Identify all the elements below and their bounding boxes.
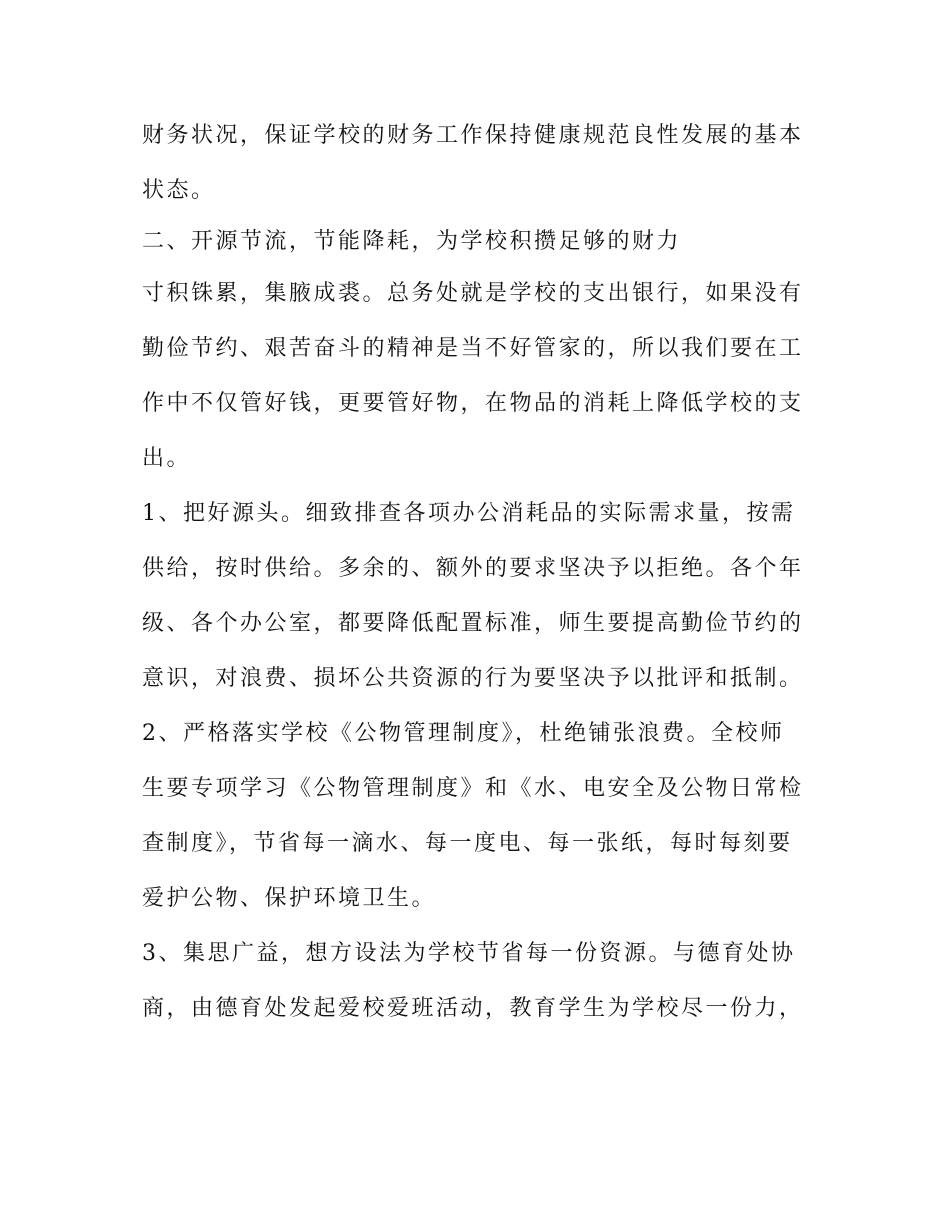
text-line: 财务状况，保证学校的财务工作保持健康规范良性发展的基本 (142, 123, 804, 148)
text-line: 作中不仅管好钱，更要管好物，在物品的消耗上降低学校的支 (142, 391, 804, 416)
text-line: 出。 (142, 446, 192, 471)
text-line: 勤俭节约、艰苦奋斗的精神是当不好管家的，所以我们要在工 (142, 336, 804, 361)
document-body (142, 108, 812, 1036)
text-line: 3、集思广益，想方设法为学校节省每一份资源。与德育处协 (142, 941, 796, 966)
text-line: 查制度》，节省每一滴水、每一度电、每一张纸，每时每刻要 (142, 831, 793, 856)
text-line: 爱护公物、保护环境卫生。 (142, 886, 437, 911)
text-line: 寸积铢累，集腋成裘。总务处就是学校的支出银行，如果没有 (142, 281, 804, 306)
text-line: 生要专项学习《公物管理制度》和《水、电安全及公物日常检 (142, 776, 804, 801)
text-line: 商，由德育处发起爱校爱班活动，教育学生为学校尽一份力， (142, 996, 804, 1021)
text-line: 1、把好源头。细致排查各项办公消耗品的实际需求量，按需 (142, 501, 796, 526)
text-line: 2、严格落实学校《公物管理制度》，杜绝铺张浪费。全校师 (142, 721, 785, 746)
text-line: 供给，按时供给。多余的、额外的要求坚决予以拒绝。各个年 (142, 556, 804, 581)
text-line: 级、各个办公室，都要降低配置标准，师生要提高勤俭节约的 (142, 611, 804, 636)
text-line: 意识，对浪费、损坏公共资源的行为要坚决予以批评和抵制。 (142, 666, 804, 691)
section-heading: 二、开源节流，节能降耗，为学校积攒足够的财力 (142, 229, 682, 254)
text-line: 状态。 (142, 178, 216, 203)
